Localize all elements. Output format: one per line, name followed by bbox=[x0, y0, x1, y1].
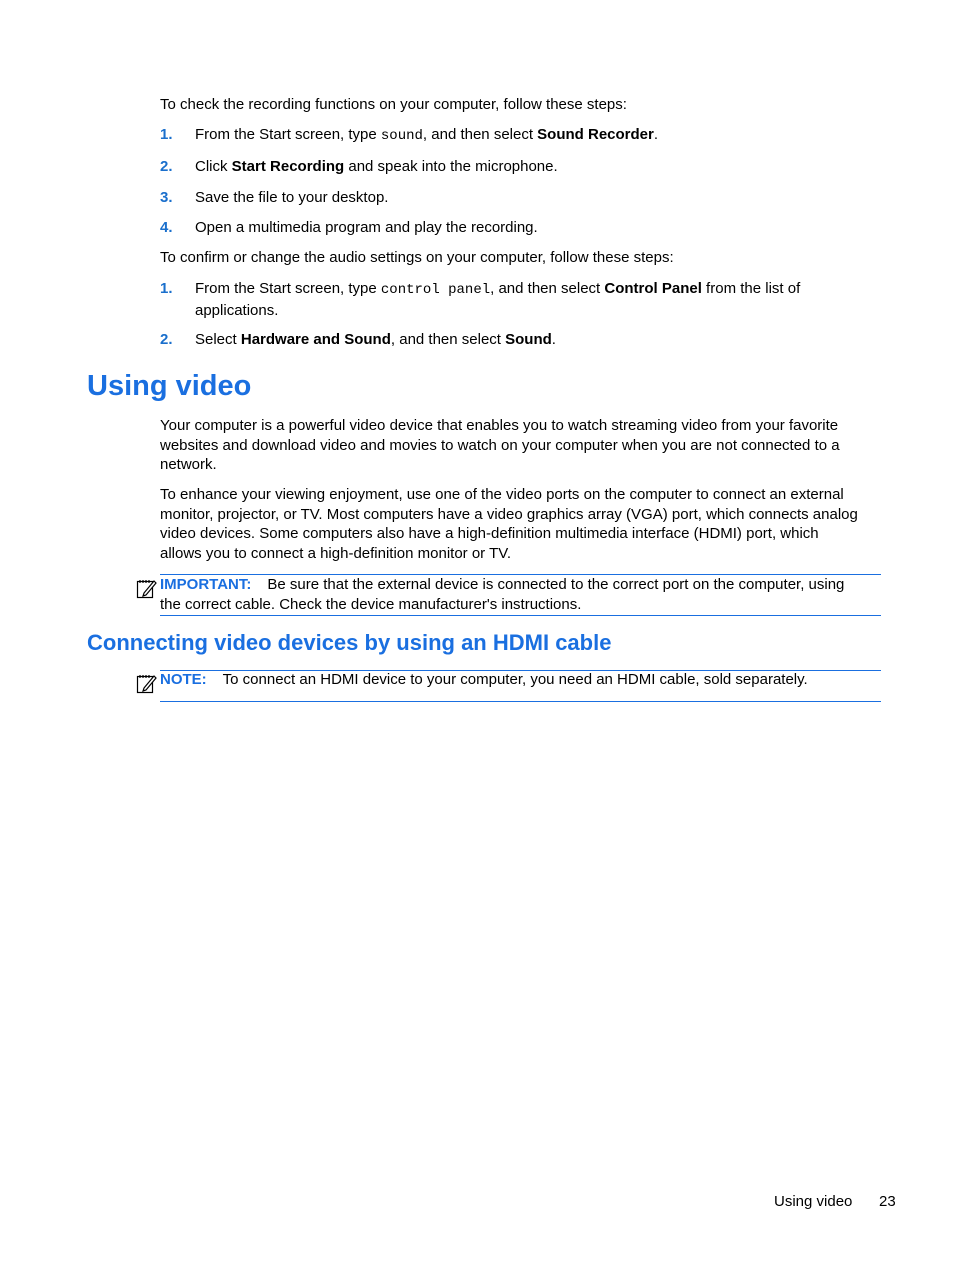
note-callout bbox=[160, 670, 881, 702]
video-paragraph-1: Your computer is a powerful video device that enables you to watch streaming video from your favorite websites and download video and movies to watch on your computer when you are not connected to a network. bbox=[160, 417, 840, 473]
note-pencil-icon bbox=[136, 577, 158, 599]
step-number: 1. bbox=[160, 280, 173, 297]
step-number: 2. bbox=[160, 331, 173, 348]
important-body bbox=[160, 575, 860, 614]
note-body bbox=[160, 670, 881, 690]
page-number: 23 bbox=[879, 1193, 896, 1210]
step-text: Save the file to your desktop. bbox=[195, 189, 389, 206]
step-number: 2. bbox=[160, 158, 173, 175]
note-pencil-icon bbox=[136, 672, 158, 694]
intro-recording: To check the recording functions on your computer, follow these steps: bbox=[160, 96, 627, 113]
step-text: From the Start screen, type control panel, and then select Control Panel from the list of applications. bbox=[195, 280, 801, 319]
ui-term: Control Panel bbox=[604, 280, 702, 297]
step-text: Open a multimedia program and play the recording. bbox=[195, 219, 538, 236]
step-number: 4. bbox=[160, 219, 173, 236]
ui-term: Hardware and Sound bbox=[240, 331, 391, 348]
section-heading: Using video bbox=[87, 370, 252, 402]
step-text: Click Start Recording and speak into the microphone. bbox=[195, 158, 558, 175]
code-sound: sound bbox=[380, 128, 423, 144]
step-text: Select Hardware and Sound, and then select Sound. bbox=[195, 331, 556, 348]
ui-term: Sound Recorder bbox=[537, 126, 654, 143]
step-number: 3. bbox=[160, 189, 173, 206]
footer-section-name: Using video bbox=[774, 1193, 853, 1210]
step-number: 1. bbox=[160, 126, 173, 143]
note-label: NOTE: bbox=[160, 671, 207, 688]
code-control-panel: control panel bbox=[380, 282, 491, 298]
ui-term: Sound bbox=[505, 331, 552, 348]
note-text: To connect an HDMI device to your computer, you need an HDMI cable, sold separately. bbox=[222, 671, 808, 688]
important-text: Be sure that the external device is connected to the correct port on the computer, using the correct cable. Check the device manufacturer's instructions. bbox=[160, 576, 845, 613]
important-label: IMPORTANT: bbox=[160, 576, 252, 593]
important-callout bbox=[160, 574, 881, 616]
video-paragraph-2: To enhance your viewing enjoyment, use one of the video ports on the computer to connect an external monitor, projector, or TV. Most computers have a video graphics array (VGA) port, which connects analog video devices. Some computers also have a high-definition multimedia interface (HDMI) port, which allows you to connect a high-definition monitor or TV. bbox=[160, 486, 858, 562]
ui-term: Start Recording bbox=[231, 158, 345, 175]
intro-audio: To confirm or change the audio settings on your computer, follow these steps: bbox=[160, 249, 674, 266]
subsection-heading: Connecting video devices by using an HDMI cable bbox=[87, 630, 612, 655]
step-text: From the Start screen, type sound, and then select Sound Recorder. bbox=[195, 126, 659, 144]
